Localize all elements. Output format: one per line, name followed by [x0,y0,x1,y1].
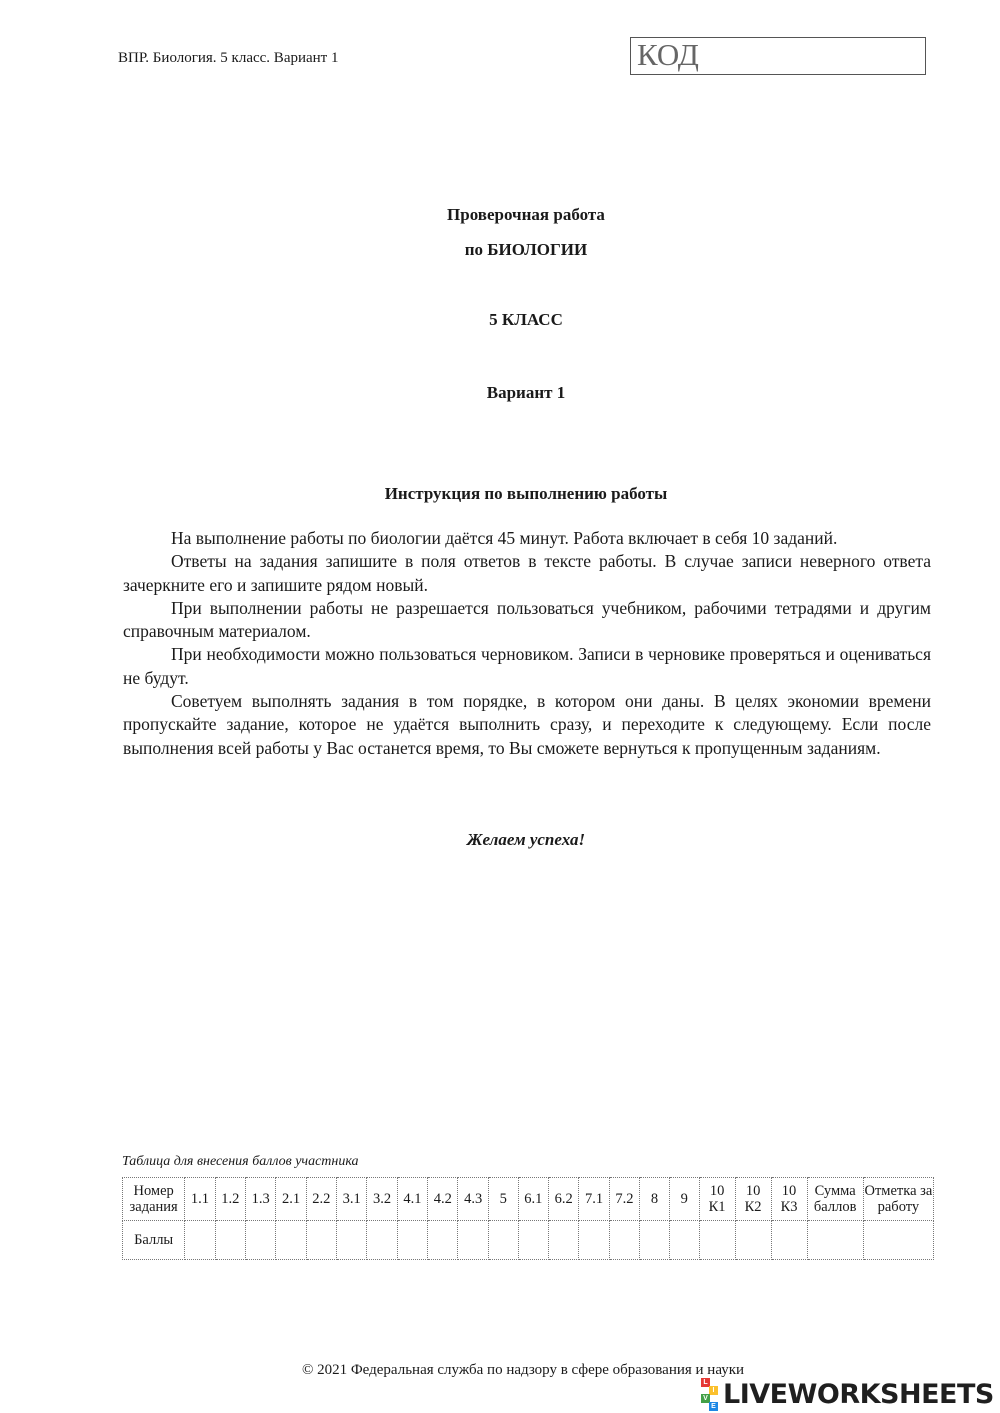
task-column-header: 10 К2 [735,1178,771,1221]
instruction-paragraph: При выполнении работы не разрешается пользоваться учебником, рабочими тетрадями и другим справочным материалом. [123,597,931,642]
task-column-header: 2.1 [276,1178,306,1221]
task-column-header: Отметка за работу [863,1178,933,1221]
score-cell[interactable] [640,1221,670,1260]
title-line1: Проверочная работа [447,205,605,224]
task-column-header: 4.3 [458,1178,488,1221]
code-field[interactable]: КОД [630,37,926,75]
instruction-paragraph: При необходимости можно пользоваться черновиком. Записи в черновике проверяться и оцениваться не будут. [123,644,931,688]
task-column-header: 8 [640,1178,670,1221]
logo-letter-square: I [709,1386,718,1395]
score-table [122,1177,934,1260]
score-cell[interactable] [185,1221,215,1260]
score-cell[interactable] [397,1221,427,1260]
task-column-header: 4.1 [397,1178,427,1221]
logo-letter-square: E [709,1402,718,1411]
task-column-header: Сумма баллов [807,1178,863,1221]
task-column-header: 3.1 [337,1178,367,1221]
score-cell[interactable] [699,1221,735,1260]
task-column-header: 7.1 [579,1178,609,1221]
task-column-header: 4.2 [428,1178,458,1221]
score-cell[interactable] [245,1221,275,1260]
score-cell[interactable] [669,1221,699,1260]
instruction-paragraph: Советуем выполнять задания в том порядке, в котором они даны. В целях экономии времени пропускайте задание, которое не удаётся выполнить сразу, и переходите к следующему. Если после выполнения всей работы у Вас останется время, то Вы сможете вернуться к пропущенным заданиям. [123,691,931,758]
logo-letter-square: L [701,1378,710,1387]
task-column-header: 9 [669,1178,699,1221]
task-column-header: 1.1 [185,1178,215,1221]
instructions-heading: Инструкция по выполнению работы [384,484,668,503]
task-number-header: Номер задания [123,1178,185,1221]
task-column-header: 6.2 [548,1178,578,1221]
score-cell[interactable] [306,1221,336,1260]
task-column-header: 2.2 [306,1178,336,1221]
title-line2: по БИОЛОГИИ [464,240,588,259]
variant-label: Вариант 1 [486,383,566,402]
wish-text: Желаем успеха! [466,830,586,849]
task-column-header: 3.2 [367,1178,397,1221]
grade-label: 5 КЛАСС [489,310,563,329]
score-cell[interactable] [579,1221,609,1260]
scores-header: Баллы [123,1221,185,1260]
instruction-paragraph: На выполнение работы по биологии даётся 45 минут. Работа включает в себя 10 заданий. [171,528,838,548]
score-cell[interactable] [215,1221,245,1260]
task-column-header: 10 К3 [771,1178,807,1221]
score-cell[interactable] [276,1221,306,1260]
copyright-footer: © 2021 Федеральная служба по надзору в сфере образования и науки [301,1362,745,1378]
header-title: ВПР. Биология. 5 класс. Вариант 1 [118,50,339,66]
task-column-header: 5 [488,1178,518,1221]
instructions-text [123,527,931,760]
task-column-header: 6.1 [518,1178,548,1221]
score-cell[interactable] [771,1221,807,1260]
logo-letter-square: V [701,1394,710,1403]
score-cell[interactable] [367,1221,397,1260]
score-cell[interactable] [735,1221,771,1260]
score-cell[interactable] [337,1221,367,1260]
score-cell[interactable] [609,1221,639,1260]
instruction-paragraph: Ответы на задания запишите в поля ответов в тексте работы. В случае записи неверного ответа зачеркните его и запишите рядом новый. [123,551,931,595]
score-cell[interactable] [807,1221,863,1260]
task-column-header: 10 К1 [699,1178,735,1221]
score-cell[interactable] [488,1221,518,1260]
task-column-header: 1.3 [245,1178,275,1221]
liveworksheets-logo [697,1378,994,1410]
liveworksheets-icon [697,1378,721,1410]
score-cell[interactable] [428,1221,458,1260]
score-cell[interactable] [548,1221,578,1260]
score-cell[interactable] [863,1221,933,1260]
liveworksheets-wordmark: LIVEWORKSHEETS [723,1378,994,1410]
score-table-caption: Таблица для внесения баллов участника [122,1154,359,1169]
task-column-header: 7.2 [609,1178,639,1221]
task-column-header: 1.2 [215,1178,245,1221]
score-cell[interactable] [518,1221,548,1260]
score-cell[interactable] [458,1221,488,1260]
